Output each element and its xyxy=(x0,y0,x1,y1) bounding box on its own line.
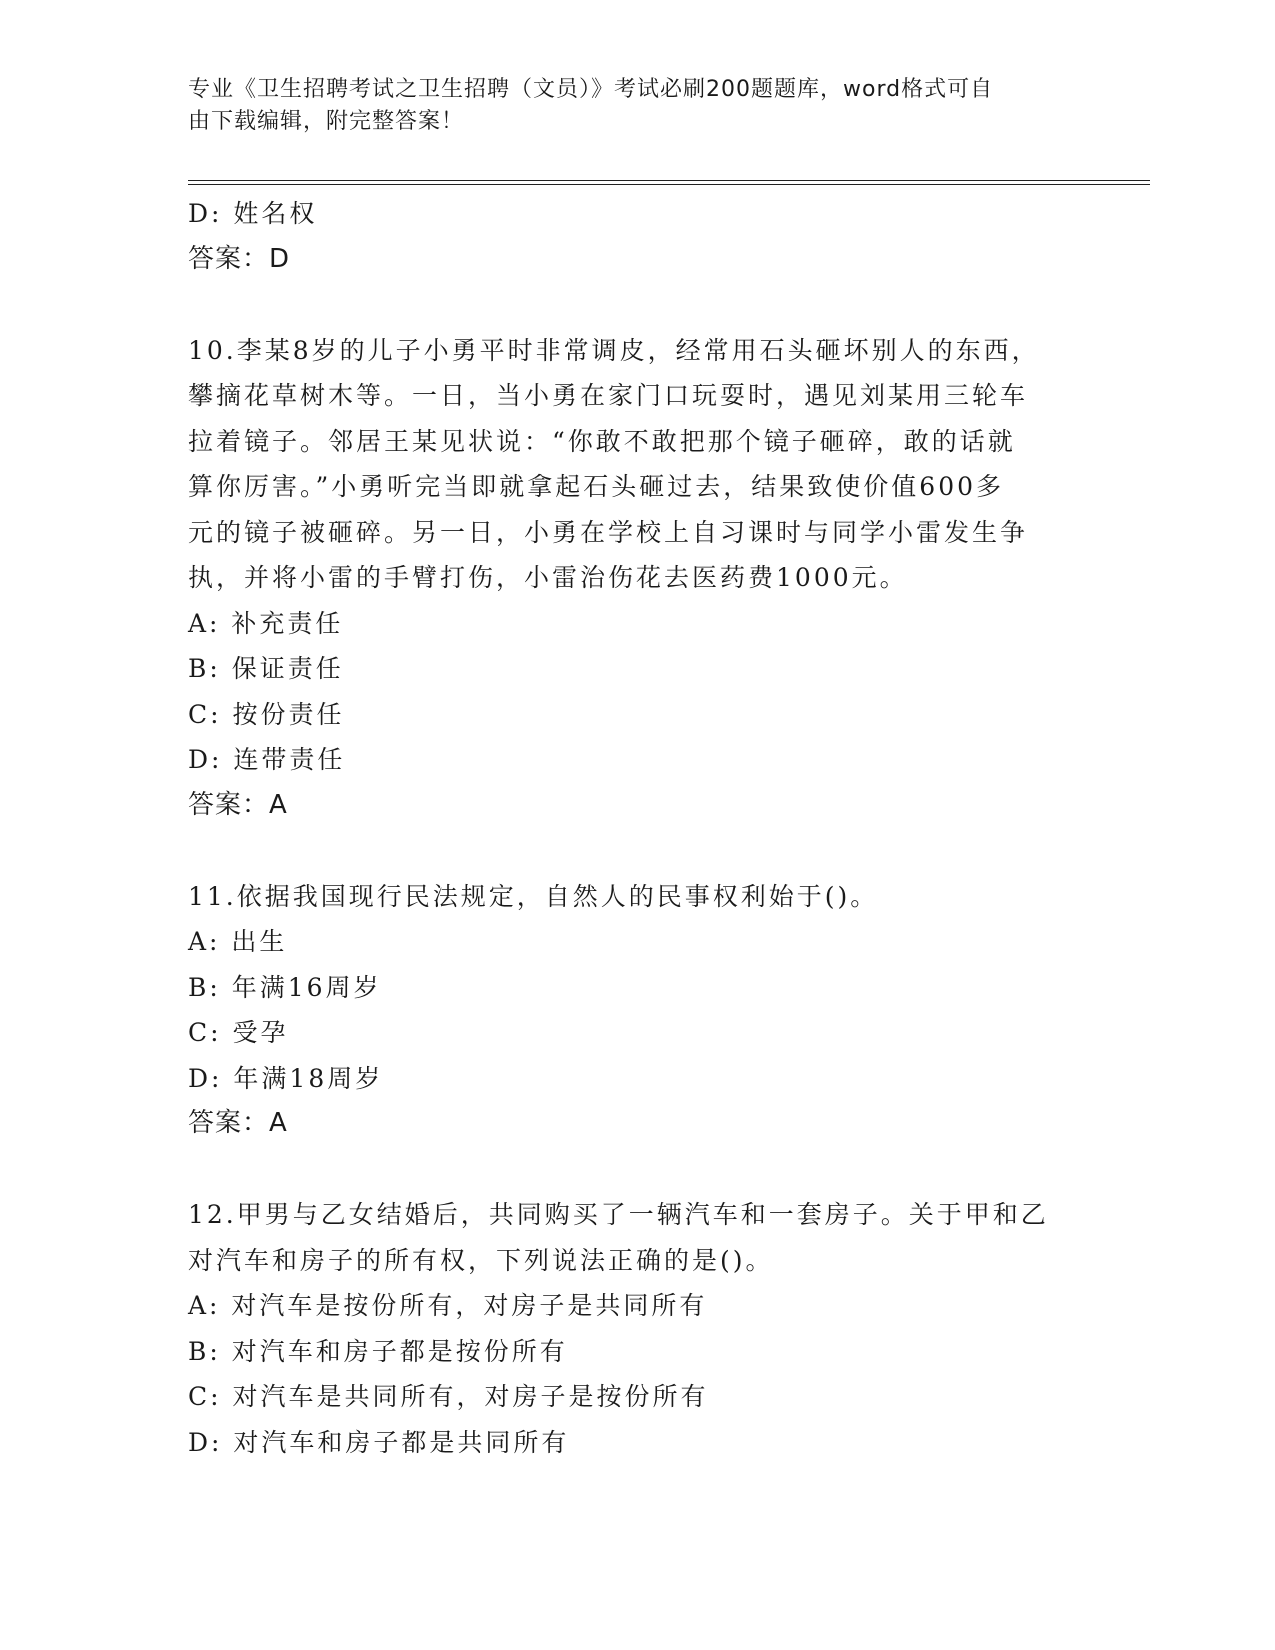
header-line-1: 专业《卫生招聘考试之卫生招聘（文员）》考试必刷200题题库，word格式可自 xyxy=(188,77,994,102)
option-d: D: 年满18周岁 xyxy=(188,1063,384,1093)
document-body xyxy=(188,191,1088,1465)
option-d: D: 姓名权 xyxy=(188,199,318,228)
answer-line: 答案：A xyxy=(188,789,288,820)
question-text-line: 执，并将小雷的手臂打伤，小雷治伤花去医药费1000元。 xyxy=(188,563,908,592)
option-d: D: 对汽车和房子都是共同所有 xyxy=(188,1427,570,1457)
spacer xyxy=(188,282,1088,328)
option-a: A: 出生 xyxy=(188,927,288,956)
header-rule-top xyxy=(188,180,1150,181)
option-d: D: 连带责任 xyxy=(188,745,346,774)
option-c: C: 对汽车是共同所有，对房子是按份所有 xyxy=(188,1382,709,1411)
page-header xyxy=(188,74,1068,138)
question-12 xyxy=(188,1192,1088,1465)
header-line-2: 由下载编辑，附完整答案！ xyxy=(188,109,465,134)
answer-line: 答案：A xyxy=(188,1108,288,1138)
question-text-line: 11.依据我国现行民法规定，自然人的民事权利始于()。 xyxy=(188,881,879,911)
question-text-line: 12.甲男与乙女结婚后，共同购买了一辆汽车和一套房子。关于甲和乙 xyxy=(188,1200,1049,1229)
spacer xyxy=(188,828,1088,874)
question-text-line: 10.李某8岁的儿子小勇平时非常调皮，经常用石头砸坏别人的东西， xyxy=(188,335,1040,365)
option-c: C: 按份责任 xyxy=(188,699,345,729)
spacer xyxy=(188,1147,1088,1193)
option-b: B: 对汽车和房子都是按份所有 xyxy=(188,1336,568,1366)
option-a: A: 对汽车是按份所有，对房子是共同所有 xyxy=(188,1291,708,1320)
question-text-line: 算你厉害。”小勇听完当即就拿起石头砸过去，结果致使价值600多 xyxy=(188,472,1005,501)
question-text-line: 攀摘花草树木等。一日，当小勇在家门口玩耍时，遇见刘某用三轮车 xyxy=(188,381,1029,410)
option-c: C: 受孕 xyxy=(188,1018,289,1047)
question-10 xyxy=(188,328,1088,829)
option-a: A: 补充责任 xyxy=(188,608,344,638)
option-b: B: 保证责任 xyxy=(188,654,344,683)
question-text-line: 元的镜子被砸碎。另一日，小勇在学校上自习课时与同学小雷发生争 xyxy=(188,517,1029,547)
question-text-line: 对汽车和房子的所有权，下列说法正确的是()。 xyxy=(188,1245,774,1275)
option-b: B: 年满16周岁 xyxy=(188,972,382,1002)
header-rule-bottom xyxy=(188,184,1150,185)
answer-line: 答案：D xyxy=(188,243,291,274)
question-text-line: 拉着镜子。邻居王某见状说：“你敢不敢把那个镜子砸碎，敢的话就 xyxy=(188,426,1016,456)
question-11 xyxy=(188,874,1088,1147)
